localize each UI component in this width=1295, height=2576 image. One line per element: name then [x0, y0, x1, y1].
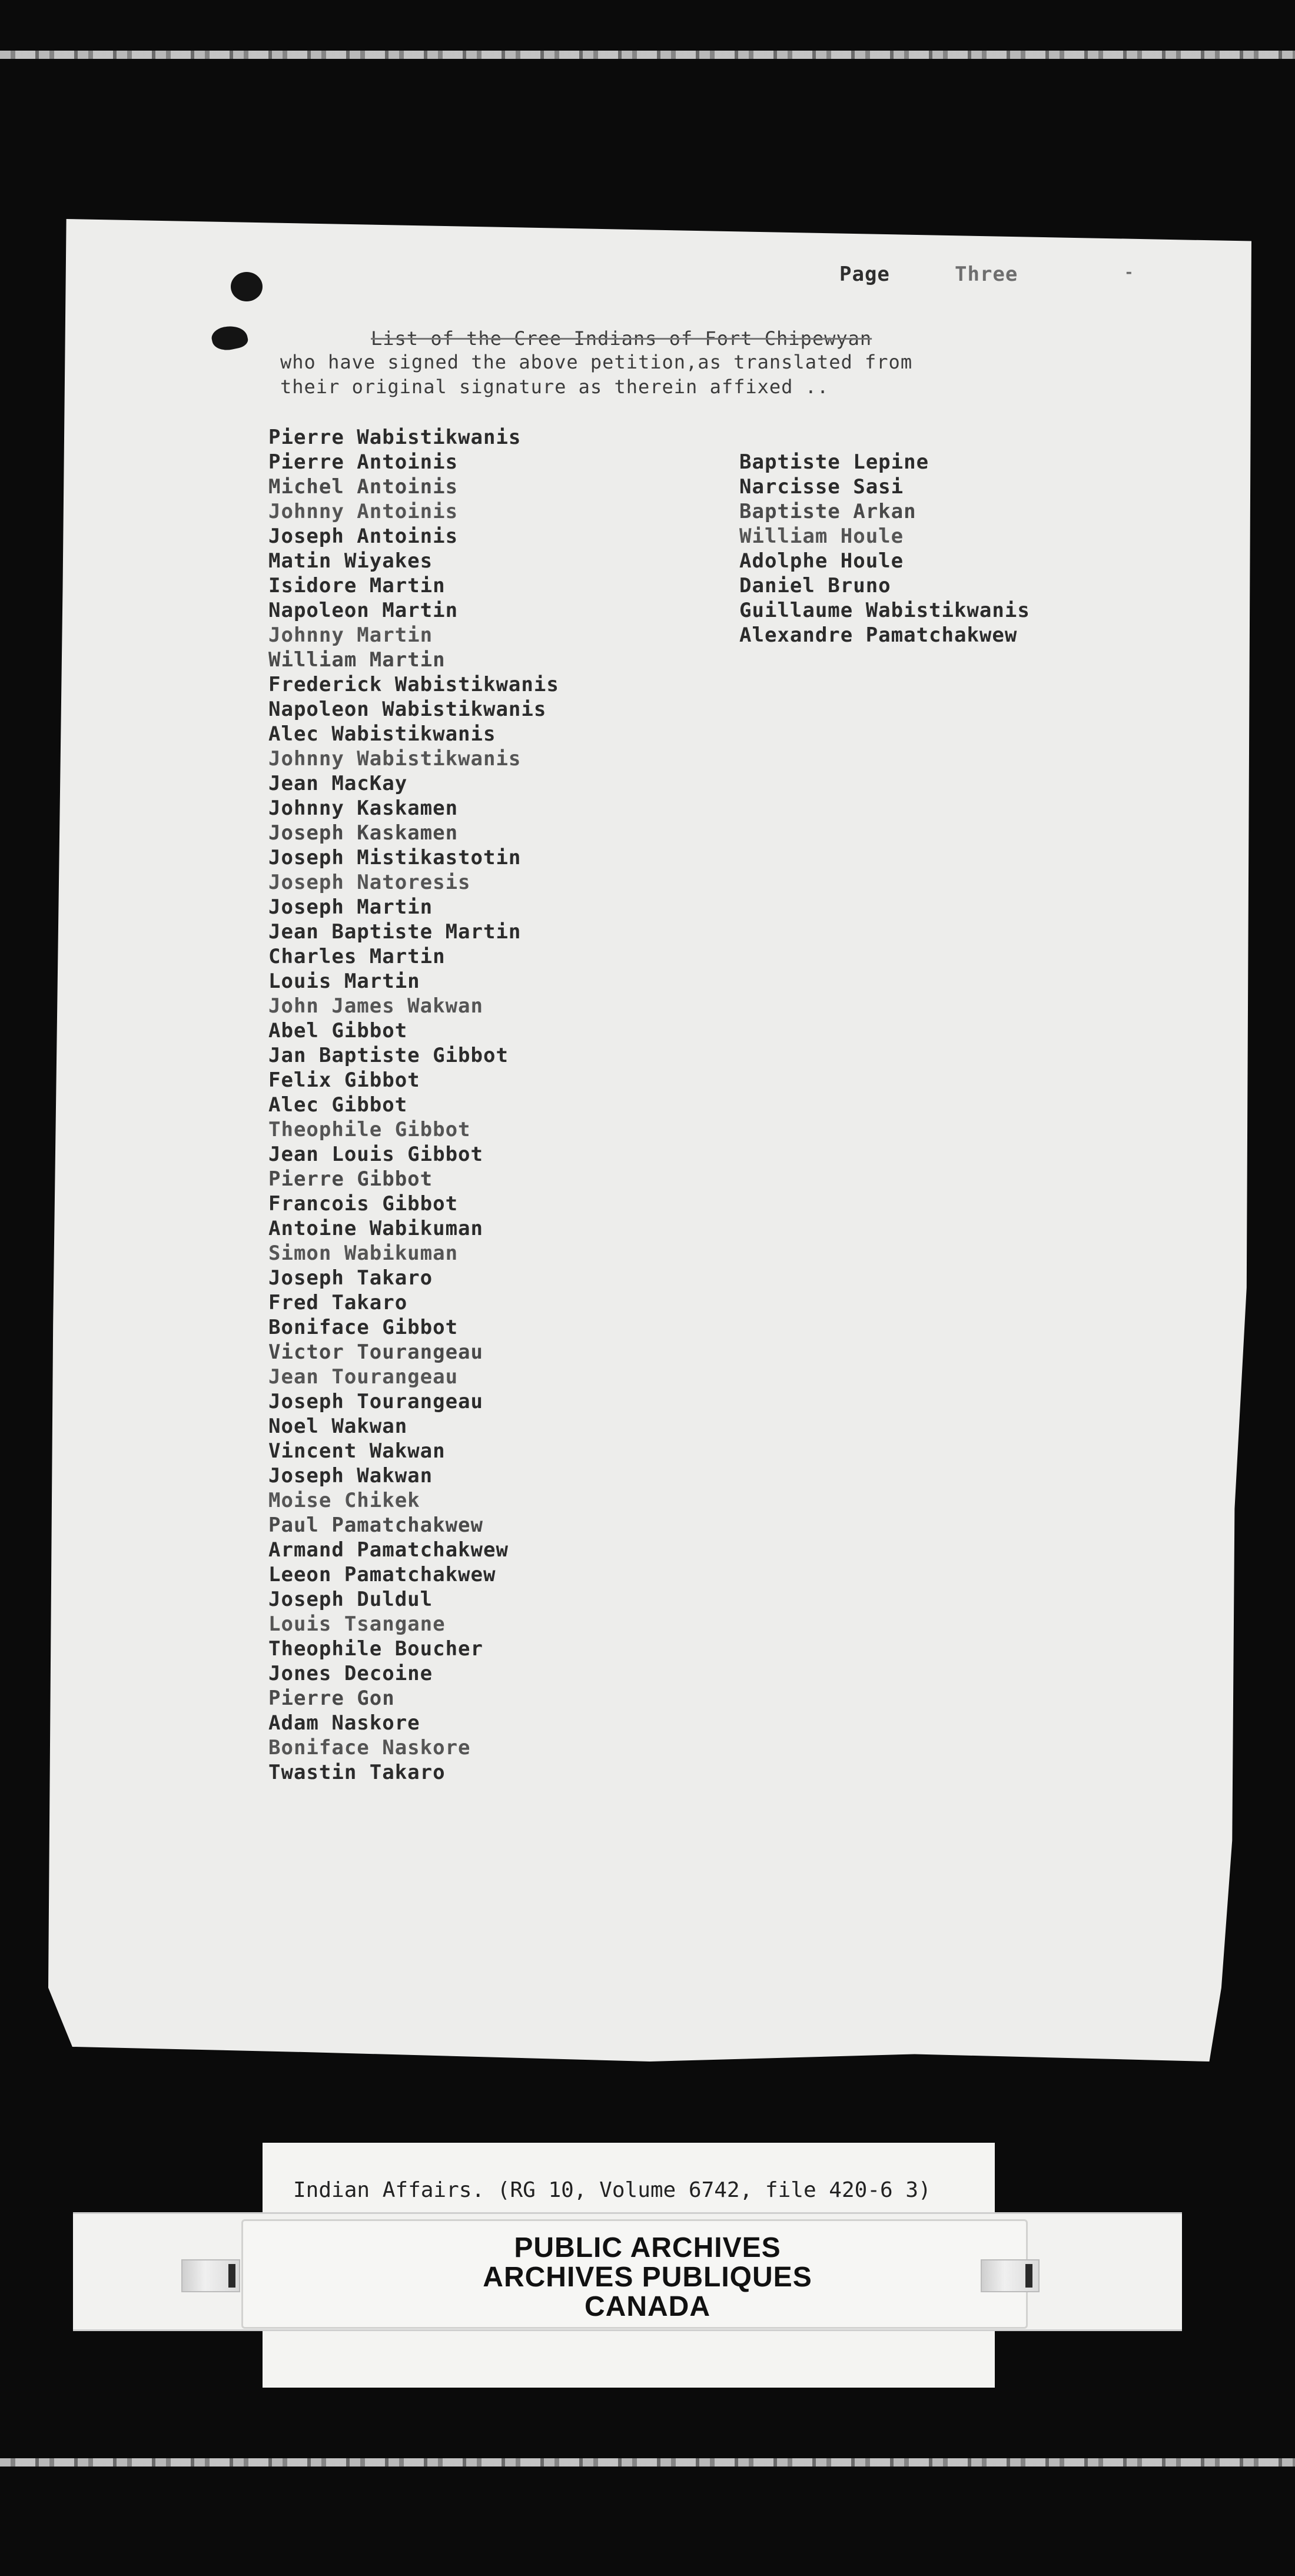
- archives-stamp-line-3: CANADA: [585, 2291, 710, 2322]
- page-number: Three: [955, 263, 1018, 286]
- signatory-name: Jones Decoine: [268, 1662, 433, 1685]
- intro-line-1: List of the Cree Indians of Fort Chipewyan: [371, 327, 872, 350]
- signatory-name: Twastin Takaro: [268, 1761, 446, 1784]
- signatory-name: Joseph Takaro: [268, 1266, 433, 1290]
- page-label: Page: [839, 263, 890, 286]
- signatory-name: Johnny Wabistikwanis: [268, 747, 522, 771]
- intro-line-2: who have signed the above petition,as translated from: [280, 351, 913, 373]
- signatory-name: Joseph Kaskamen: [268, 821, 459, 845]
- signatory-name: Pierre Wabistikwanis: [268, 426, 522, 449]
- document-page: [48, 219, 1251, 2062]
- signatory-name: Frederick Wabistikwanis: [268, 673, 559, 696]
- dash-mark: -: [1124, 264, 1134, 281]
- signatory-name: Alec Wabistikwanis: [268, 722, 496, 746]
- signatory-name: Baptiste Lepine: [739, 450, 929, 474]
- names-list-right: [739, 450, 1030, 648]
- signatory-name: Johnny Kaskamen: [268, 796, 459, 820]
- signatory-name: Pierre Gon: [268, 1687, 395, 1710]
- signatory-name: Alec Gibbot: [268, 1093, 408, 1117]
- signatory-name: Jan Baptiste Gibbot: [268, 1044, 509, 1067]
- signatory-name: Leeon Pamatchakwew: [268, 1563, 496, 1586]
- signatory-name: Theophile Gibbot: [268, 1118, 471, 1141]
- signatory-name: Felix Gibbot: [268, 1068, 420, 1092]
- signatory-name: Napoleon Wabistikwanis: [268, 698, 547, 721]
- film-edge-top: [0, 51, 1295, 59]
- signatory-name: Guillaume Wabistikwanis: [739, 599, 1030, 622]
- signatory-name: Charles Martin: [268, 945, 446, 968]
- signatory-name: Napoleon Martin: [268, 599, 459, 622]
- signatory-name: Joseph Natoresis: [268, 871, 471, 894]
- signatory-name: Vincent Wakwan: [268, 1439, 446, 1463]
- punch-hole: [231, 272, 263, 301]
- signatory-name: William Houle: [739, 525, 904, 548]
- signatory-name: Antoine Wabikuman: [268, 1217, 483, 1240]
- signatory-name: Joseph Tourangeau: [268, 1390, 483, 1413]
- signatory-name: Adam Naskore: [268, 1711, 420, 1735]
- signatory-name: Joseph Martin: [268, 895, 433, 919]
- signatory-name: Joseph Duldul: [268, 1588, 433, 1611]
- signatory-name: Boniface Gibbot: [268, 1316, 459, 1339]
- signatory-name: Louis Martin: [268, 970, 420, 993]
- signatory-name: John James Wakwan: [268, 994, 483, 1018]
- signatory-name: Pierre Antoinis: [268, 450, 459, 474]
- signatory-name: Jean Tourangeau: [268, 1365, 459, 1389]
- signatory-name: Noel Wakwan: [268, 1415, 408, 1438]
- signatory-name: Moise Chikek: [268, 1489, 420, 1512]
- signatory-name: Adolphe Houle: [739, 549, 904, 573]
- signatory-name: William Martin: [268, 648, 446, 672]
- signatory-name: Isidore Martin: [268, 574, 446, 597]
- signatory-name: Boniface Naskore: [268, 1736, 471, 1760]
- signatory-name: Paul Pamatchakwew: [268, 1513, 483, 1537]
- signatory-name: Jean MacKay: [268, 772, 408, 795]
- signatory-name: Joseph Antoinis: [268, 525, 459, 548]
- signatory-name: Armand Pamatchakwew: [268, 1538, 509, 1562]
- signatory-name: Francois Gibbot: [268, 1192, 459, 1216]
- signatory-name: Alexandre Pamatchakwew: [739, 623, 1018, 647]
- archives-stamp-line-2: ARCHIVES PUBLIQUES: [483, 2262, 812, 2293]
- signatory-name: Fred Takaro: [268, 1291, 408, 1314]
- signatory-name: Jean Louis Gibbot: [268, 1143, 483, 1166]
- intro-line-3: their original signature as therein affixed ..: [280, 376, 829, 398]
- signatory-name: Abel Gibbot: [268, 1019, 408, 1043]
- signatory-name: Victor Tourangeau: [268, 1340, 483, 1364]
- signatory-name: Simon Wabikuman: [268, 1241, 459, 1265]
- names-list-left: [268, 425, 559, 1785]
- signatory-name: Narcisse Sasi: [739, 475, 904, 499]
- archives-stamp-line-1: PUBLIC ARCHIVES: [514, 2232, 781, 2263]
- reference-text: Indian Affairs. (RG 10, Volume 6742, file 420-6 3): [293, 2178, 931, 2202]
- signatory-name: Pierre Gibbot: [268, 1167, 433, 1191]
- signatory-name: Theophile Boucher: [268, 1637, 483, 1661]
- signatory-name: Matin Wiyakes: [268, 549, 433, 573]
- signatory-name: Jean Baptiste Martin: [268, 920, 522, 944]
- signatory-name: Louis Tsangane: [268, 1612, 446, 1636]
- signatory-name: Joseph Mistikastotin: [268, 846, 522, 869]
- film-edge-bottom: [0, 2458, 1295, 2467]
- signatory-name: Johnny Martin: [268, 623, 433, 647]
- signatory-name: Michel Antoinis: [268, 475, 459, 499]
- signatory-name: Johnny Antoinis: [268, 500, 459, 523]
- signatory-name: Baptiste Arkan: [739, 500, 917, 523]
- signatory-name: Joseph Wakwan: [268, 1464, 433, 1488]
- signatory-name: Daniel Bruno: [739, 574, 891, 597]
